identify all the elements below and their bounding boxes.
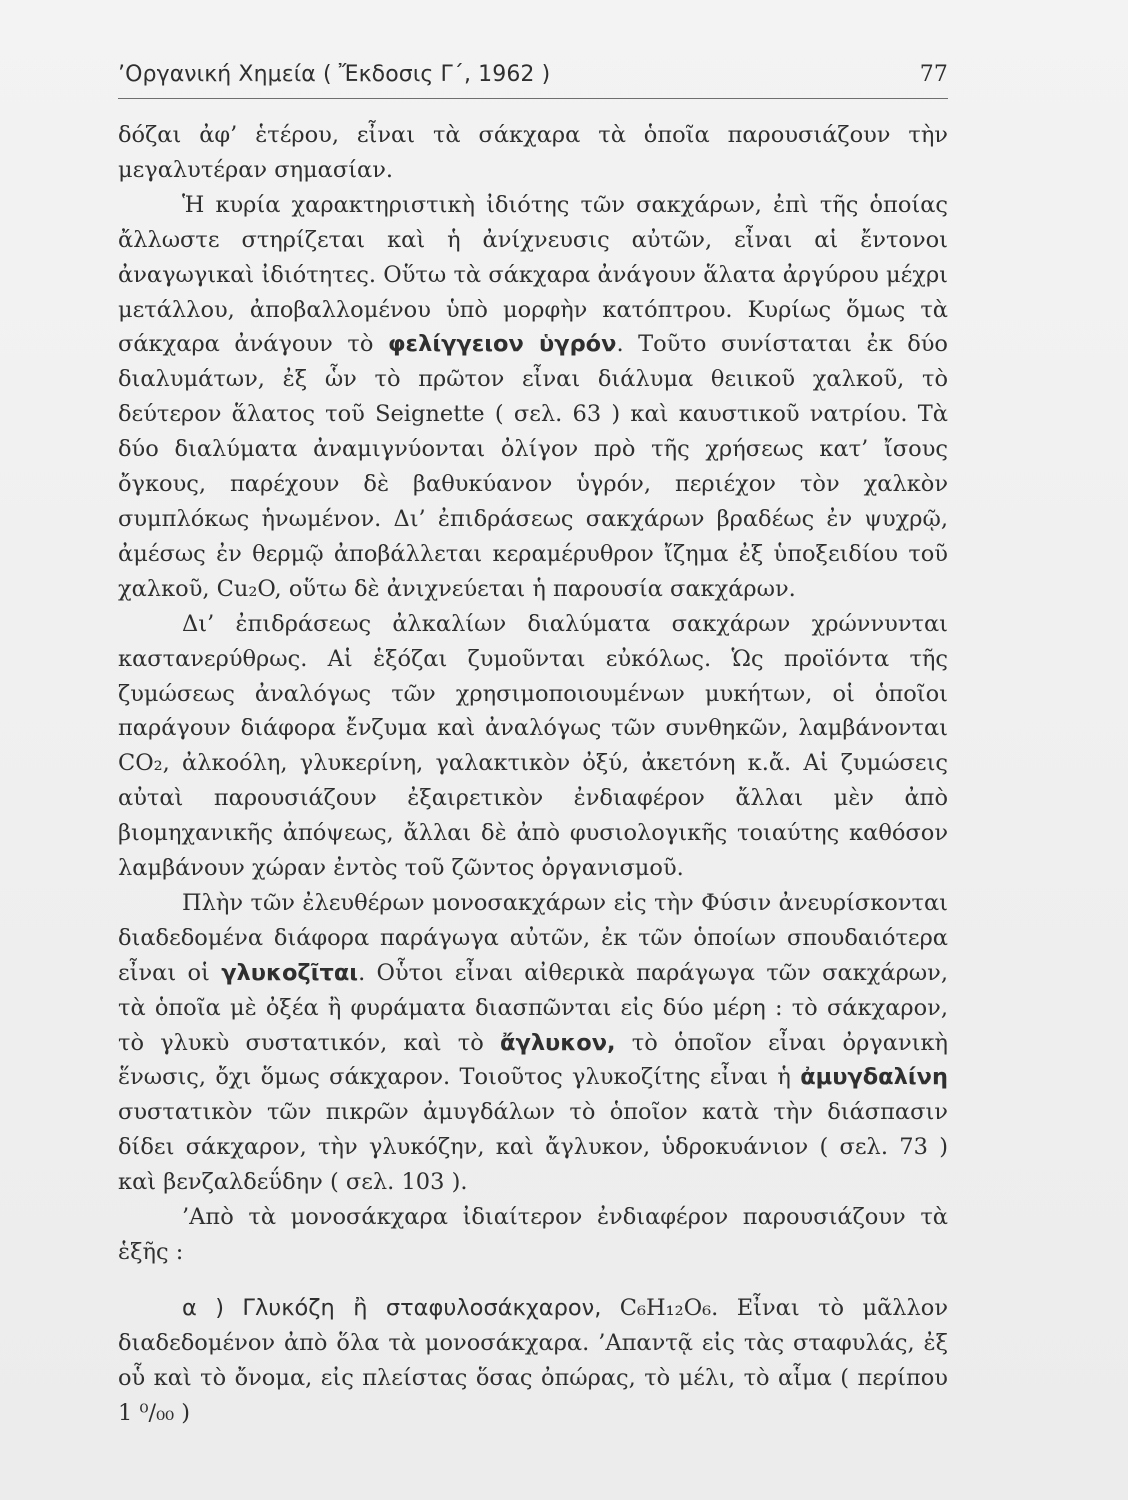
glucose-item-label: α ) Γλυκόζη ἢ σταφυλοσάκχαρον,	[182, 1294, 602, 1321]
paragraph-4-part-c: τὸ ὁποῖον εἶναι ὀργανικὴ ἕνωσις, ὄχι ὅμως σάκχαρον. Τοιοῦτος γλυκοζίτης εἶναι ἡ	[118, 1029, 948, 1091]
page-body-text	[118, 118, 948, 1431]
paragraph-4	[118, 886, 948, 1200]
paragraph-2-part-b: . Τοῦτο συνίσταται ἐκ δύο διαλυμάτων, ἐξ ὧν τὸ πρῶτον εἶναι διάλυμα θειικοῦ χαλκοῦ, τὸ δεύτερον ἅλατος τοῦ Seignette ( σελ. 63 ) καὶ καυστικοῦ νατρίου. Τὰ δύο διαλύματα ἀναμιγνύονται ὀλίγον πρὸ τῆς χρήσεως κατ’ ἴσους ὄγκους, παρέχουν δὲ βαθυκύανον ὑγρόν, περιέχον τὸν χαλκὸν συμπλόκως ἡνωμένον. Δι’ ἐπιδράσεως σακχάρων βραδέως ἐν ψυχρῷ, ἀμέσως ἐν θερμῷ ἀποβάλλεται κεραμέρυθρον ἴζημα ἐξ ὑποξειδίου τοῦ χαλκοῦ, Cu₂O, οὕτω δὲ ἀνιχνεύεται ἡ παρουσία σακχάρων.	[118, 331, 948, 602]
page-header	[118, 58, 948, 99]
paragraph-4-part-a: Πλὴν τῶν ἐλευθέρων μονοσακχάρων εἰς τὴν Φύσιν ἀνευρίσκονται διαδεδομένα διάφορα παράγωγα αὐτῶν, ἐκ τῶν ὁποίων σπουδαιότερα εἶναι οἱ	[118, 889, 948, 986]
paragraph-3: Δι’ ἐπιδράσεως ἀλκαλίων διαλύματα σακχάρων χρώννυνται καστανερύθρως. Αἱ ἑξόζαι ζυμοῦνται εὐκόλως. Ὡς προϊόντα τῆς ζυμώσεως ἀναλόγως τῶν χρησιμοποιουμένων μυκήτων, οἱ ὁποῖοι παράγουν διάφορα ἔνζυμα καὶ ἀναλόγως τῶν συνθηκῶν, λαμβάνονται CO₂, ἀλκοόλη, γλυκερίνη, γαλακτικὸν ὀξύ, ἀκετόνη κ.ἄ. Αἱ ζυμώσεις αὐταὶ παρουσιάζουν ἐξαιρετικὸν ἐνδιαφέρον ἄλλαι μὲν ἀπὸ βιομηχανικῆς ἀπόψεως, ἄλλαι δὲ ἀπὸ φυσιολογικῆς τοιαύτης καθόσον λαμβάνουν χώραν ἐντὸς τοῦ ζῶντος ὀργανισμοῦ.	[118, 610, 948, 882]
amygdaline-term: ἀμυγδαλίνη	[800, 1064, 948, 1091]
paragraph-1: δόζαι ἀφ’ ἑτέρου, εἶναι τὰ σάκχαρα τὰ ὁποῖα παρουσιάζουν τὴν μεγαλυτέραν σημασίαν.	[118, 122, 948, 183]
glykozites-term: γλυκοζῖται	[221, 959, 359, 986]
aglykon-term: ἄγλυκον,	[500, 1029, 616, 1056]
paragraph-5: ’Απὸ τὰ μονοσάκχαρα ἰδιαίτερον ἐνδιαφέρον παρουσιάζουν τὰ ἑξῆς :	[118, 1204, 948, 1265]
felingeion-term: φελίγγειον ὑγρόν	[387, 331, 617, 358]
paragraph-2	[118, 188, 948, 607]
paragraph-6	[118, 1291, 948, 1431]
paragraph-4-part-d: συστατικὸν τῶν πικρῶν ἀμυγδάλων τὸ ὁποῖον κατὰ τὴν διάσπασιν δίδει σάκχαρον, τὴν γλυκόζην, καὶ ἄγλυκον, ὑδροκυάνιον ( σελ. 73 ) καὶ βενζαλδεΰδην ( σελ. 103 ).	[118, 1099, 948, 1196]
paragraph-4-part-b: . Οὗτοι εἶναι αἰθερικὰ παράγωγα τῶν σακχάρων, τὰ ὁποῖα μὲ ὀξέα ἢ φυράματα διασπῶνται εἰς δύο μέρη : τὸ σάκχαρον, τὸ γλυκὺ συστατικόν, καὶ τὸ	[118, 959, 948, 1056]
paragraph-2-part-a: Ἡ κυρία χαρακτηριστικὴ ἰδιότης τῶν σακχάρων, ἐπὶ τῆς ὁποίας ἄλλωστε στηρίζεται καὶ ἡ ἀνίχνευσις αὐτῶν, εἶναι αἱ ἔντονοι ἀναγωγικαὶ ἰδιότητες. Οὕτω τὰ σάκχαρα ἀνάγουν ἅλατα ἀργύρου μέχρι μετάλλου, ἀποβαλλομένου ὑπὸ μορφὴν κατόπτρου. Κυρίως ὅμως τὰ σάκχαρα ἀνάγουν τὸ	[118, 191, 948, 358]
page-number: 77	[919, 62, 948, 87]
glucose-item-text: C₆H₁₂O₆. Εἶναι τὸ μᾶλλον διαδεδομένον ἀπὸ ὅλα τὰ μονοσάκχαρα. ’Απαντᾷ εἰς τὰς σταφυλάς, ἐξ οὗ καὶ τὸ ὄνομα, εἰς πλείστας ὅσας ὀπώρας, τὸ μέλι, τὸ αἷμα ( περίπου 1 ⁰/₀₀ )	[118, 1294, 949, 1426]
running-head: ’Οργανική Χημεία ( Ἔκδοσις Γ΄, 1962 )	[118, 62, 551, 87]
